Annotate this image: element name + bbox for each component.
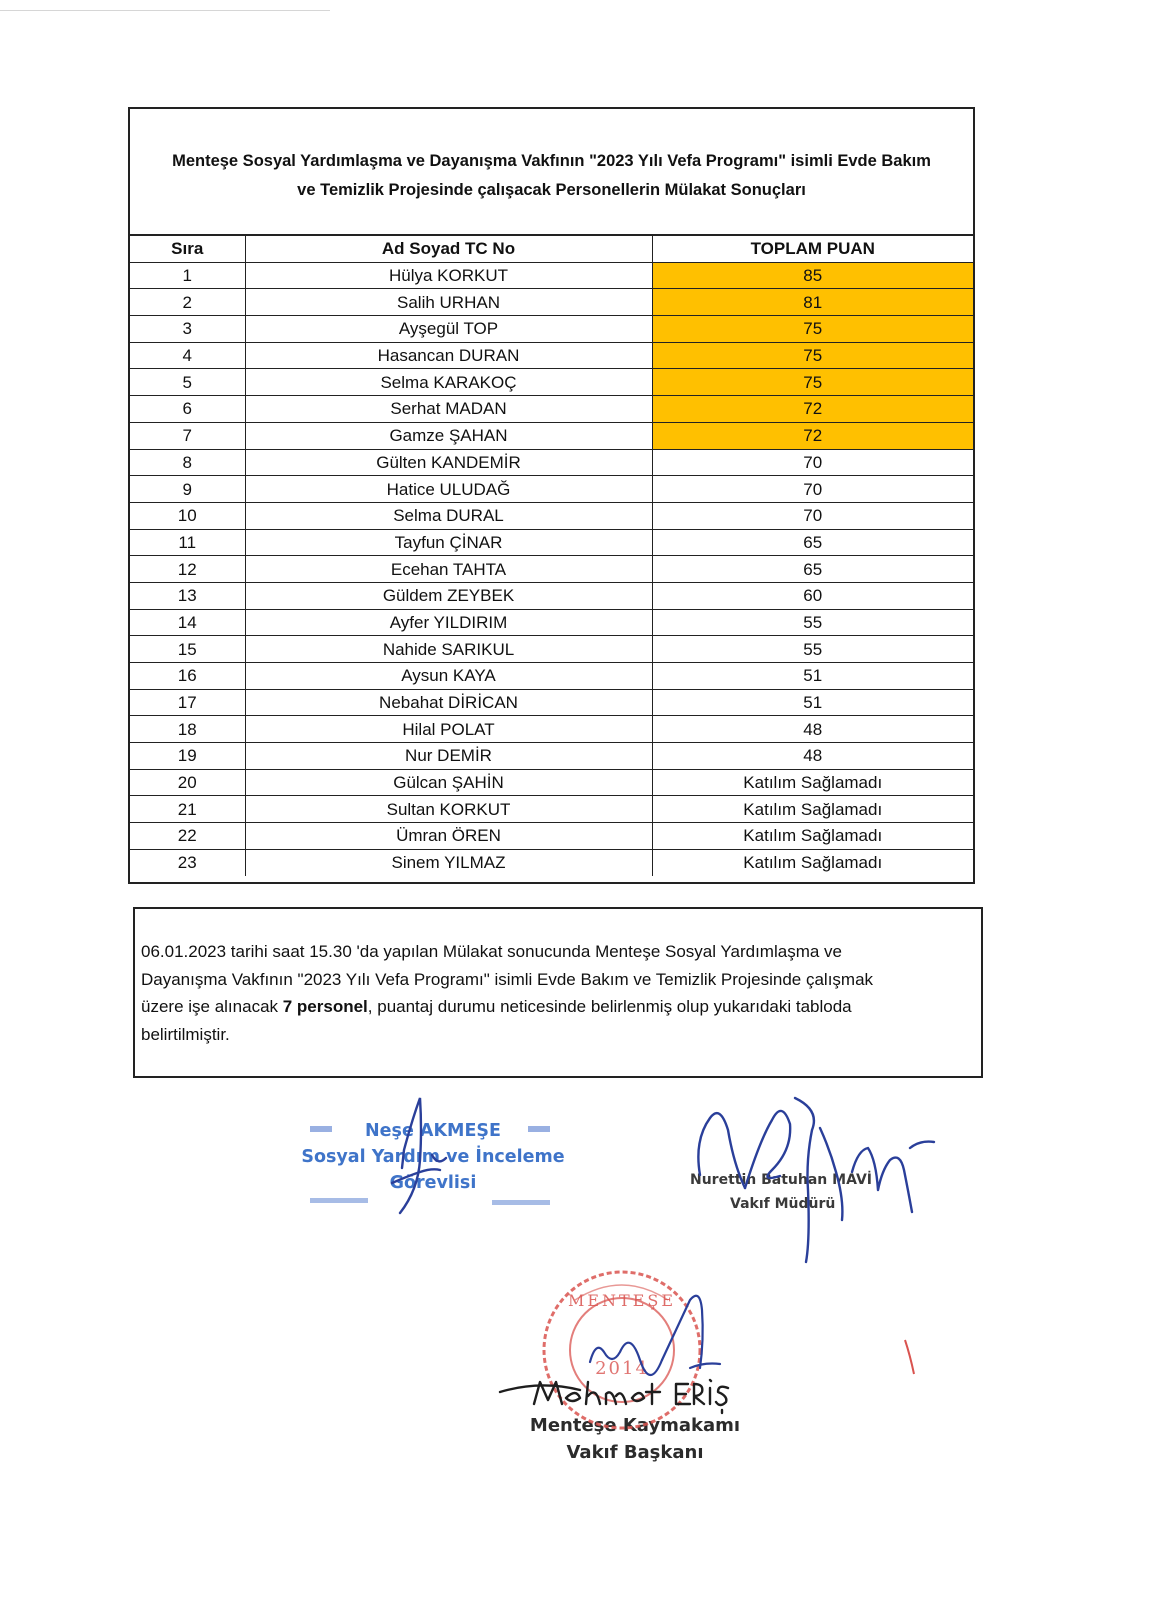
- row-score: 72: [652, 422, 973, 449]
- row-name: Hilal POLAT: [245, 716, 652, 743]
- table-row: [130, 556, 973, 583]
- stamp-vakif-muduru: [690, 1168, 900, 1216]
- row-score: 70: [652, 476, 973, 503]
- table-row: [130, 582, 973, 609]
- row-name: Salih URHAN: [245, 289, 652, 316]
- note-frame: [133, 907, 983, 1078]
- row-score: 75: [652, 342, 973, 369]
- stamp-mudur-name: Nurettin Batuhan MAVİ: [690, 1172, 872, 1188]
- table-row: [130, 289, 973, 316]
- row-sira: 1: [130, 262, 245, 289]
- row-name: Ecehan TAHTA: [245, 556, 652, 583]
- row-score: 75: [652, 316, 973, 343]
- row-name: Hülya KORKUT: [245, 262, 652, 289]
- title-line-1: Menteşe Sosyal Yardımlaşma ve Dayanışma Vakfının "2023 Yılı Vefa Programı" isimli Evde Bakım: [172, 152, 931, 170]
- stamp-nese-akmese: [298, 1118, 568, 1196]
- row-sira: 7: [130, 422, 245, 449]
- title-line-2: ve Temizlik Projesinde çalışacak Personellerin Mülakat Sonuçları: [297, 181, 806, 199]
- table-row: [130, 449, 973, 476]
- document-title: [130, 147, 973, 205]
- signature-seal-overlay: [590, 1296, 720, 1375]
- row-name: Selma DURAL: [245, 502, 652, 529]
- row-sira: 8: [130, 449, 245, 476]
- stamp-baskan-title-1: Menteşe Kaymakamı: [529, 1415, 741, 1436]
- row-sira: 17: [130, 689, 245, 716]
- row-name: Hatice ULUDAĞ: [245, 476, 652, 503]
- stamp-nese-title-1: Sosyal Yardım ve İnceleme: [301, 1147, 565, 1167]
- row-sira: 3: [130, 316, 245, 343]
- row-score: 55: [652, 636, 973, 663]
- row-name: Nur DEMİR: [245, 743, 652, 770]
- table-row: [130, 396, 973, 423]
- note-line-3: [141, 993, 941, 1021]
- note-line-4: belirtilmiştir.: [141, 1024, 230, 1044]
- stray-red-mark: [905, 1340, 914, 1374]
- table-row: [130, 502, 973, 529]
- header-sira: Sıra: [130, 235, 245, 262]
- row-sira: 11: [130, 529, 245, 556]
- row-score: 70: [652, 502, 973, 529]
- row-score: 81: [652, 289, 973, 316]
- row-score: 51: [652, 663, 973, 690]
- table-row: [130, 849, 973, 875]
- row-score: 65: [652, 556, 973, 583]
- results-table-body: [130, 262, 973, 875]
- row-sira: 5: [130, 369, 245, 396]
- table-row: [130, 769, 973, 796]
- row-name: Hasancan DURAN: [245, 342, 652, 369]
- note-line-2: Dayanışma Vakfının "2023 Yılı Vefa Programı" isimli Evde Bakım ve Temizlik Projesinde çalışmak: [141, 969, 874, 989]
- table-row: [130, 369, 973, 396]
- seal-year: 2014: [595, 1358, 649, 1379]
- row-name: Gülten KANDEMİR: [245, 449, 652, 476]
- row-name: Ayfer YILDIRIM: [245, 609, 652, 636]
- row-sira: 14: [130, 609, 245, 636]
- table-row: [130, 689, 973, 716]
- stamp-nese-title-2: Görevlisi: [389, 1173, 477, 1193]
- row-name: Sinem YILMAZ: [245, 849, 652, 875]
- row-sira: 12: [130, 556, 245, 583]
- table-row: [130, 262, 973, 289]
- table-row: [130, 743, 973, 770]
- row-score: 70: [652, 449, 973, 476]
- header-score: TOPLAM PUAN: [652, 235, 973, 262]
- row-sira: 18: [130, 716, 245, 743]
- header-name: Ad Soyad TC No: [245, 235, 652, 262]
- row-sira: 21: [130, 796, 245, 823]
- row-sira: 6: [130, 396, 245, 423]
- row-name: Ayşegül TOP: [245, 316, 652, 343]
- row-sira: 9: [130, 476, 245, 503]
- stamp-mudur-title: Vakıf Müdürü: [730, 1196, 836, 1212]
- row-sira: 4: [130, 342, 245, 369]
- hired-count: 7 personel: [282, 997, 368, 1016]
- scan-edge-line: [0, 10, 330, 11]
- row-sira: 15: [130, 636, 245, 663]
- note-line-1: 06.01.2023 tarihi saat 15.30 'da yapılan Mülakat sonucunda Menteşe Sosyal Yardımlaşma ve: [141, 942, 842, 961]
- row-score: 72: [652, 396, 973, 423]
- row-score: Katılım Sağlamadı: [652, 796, 973, 823]
- row-sira: 20: [130, 769, 245, 796]
- table-row: [130, 796, 973, 823]
- row-name: Sultan KORKUT: [245, 796, 652, 823]
- row-name: Serhat MADAN: [245, 396, 652, 423]
- row-name: Gamze ŞAHAN: [245, 422, 652, 449]
- row-sira: 10: [130, 502, 245, 529]
- row-name: Selma KARAKOÇ: [245, 369, 652, 396]
- row-sira: 22: [130, 823, 245, 850]
- row-score: 51: [652, 689, 973, 716]
- row-sira: 19: [130, 743, 245, 770]
- table-row: [130, 663, 973, 690]
- row-score: 48: [652, 743, 973, 770]
- table-row: [130, 716, 973, 743]
- stamp-nese-name: Neşe AKMEŞE: [365, 1121, 501, 1141]
- table-row: [130, 823, 973, 850]
- stamp-vakif-baskani: [505, 1412, 765, 1466]
- row-score: Katılım Sağlamadı: [652, 769, 973, 796]
- row-score: 65: [652, 529, 973, 556]
- row-score: 75: [652, 369, 973, 396]
- table-row: [130, 422, 973, 449]
- table-row: [130, 636, 973, 663]
- row-score: Katılım Sağlamadı: [652, 849, 973, 875]
- table-row: [130, 529, 973, 556]
- row-score: 85: [652, 262, 973, 289]
- row-score: 48: [652, 716, 973, 743]
- row-name: Güldem ZEYBEK: [245, 582, 652, 609]
- row-name: Aysun KAYA: [245, 663, 652, 690]
- table-row: [130, 316, 973, 343]
- stamp-baskan-title-2: Vakıf Başkanı: [566, 1442, 704, 1463]
- row-sira: 23: [130, 849, 245, 875]
- row-score: Katılım Sağlamadı: [652, 823, 973, 850]
- row-name: Ümran ÖREN: [245, 823, 652, 850]
- row-name: Nebahat DİRİCAN: [245, 689, 652, 716]
- note-line-3-start: üzere işe alınacak: [141, 997, 283, 1016]
- signature-mehmet-eris: [500, 1380, 728, 1413]
- vakif-seal-stamp: [544, 1272, 700, 1428]
- row-name: Tayfun ÇİNAR: [245, 529, 652, 556]
- table-row: [130, 476, 973, 503]
- table-header-row: [130, 235, 973, 262]
- seal-text: MENTEŞE: [567, 1291, 677, 1310]
- row-score: 55: [652, 609, 973, 636]
- row-sira: 16: [130, 663, 245, 690]
- note-line-3-end: , puantaj durumu neticesinde belirlenmiş olup yukarıdaki tabloda: [367, 997, 852, 1016]
- table-row: [130, 609, 973, 636]
- row-name: Nahide SARIKUL: [245, 636, 652, 663]
- row-name: Gülcan ŞAHİN: [245, 769, 652, 796]
- results-table: [130, 234, 973, 876]
- row-sira: 2: [130, 289, 245, 316]
- note-text: [141, 938, 941, 1048]
- row-score: 60: [652, 582, 973, 609]
- results-frame: [128, 107, 975, 884]
- table-row: [130, 342, 973, 369]
- row-sira: 13: [130, 582, 245, 609]
